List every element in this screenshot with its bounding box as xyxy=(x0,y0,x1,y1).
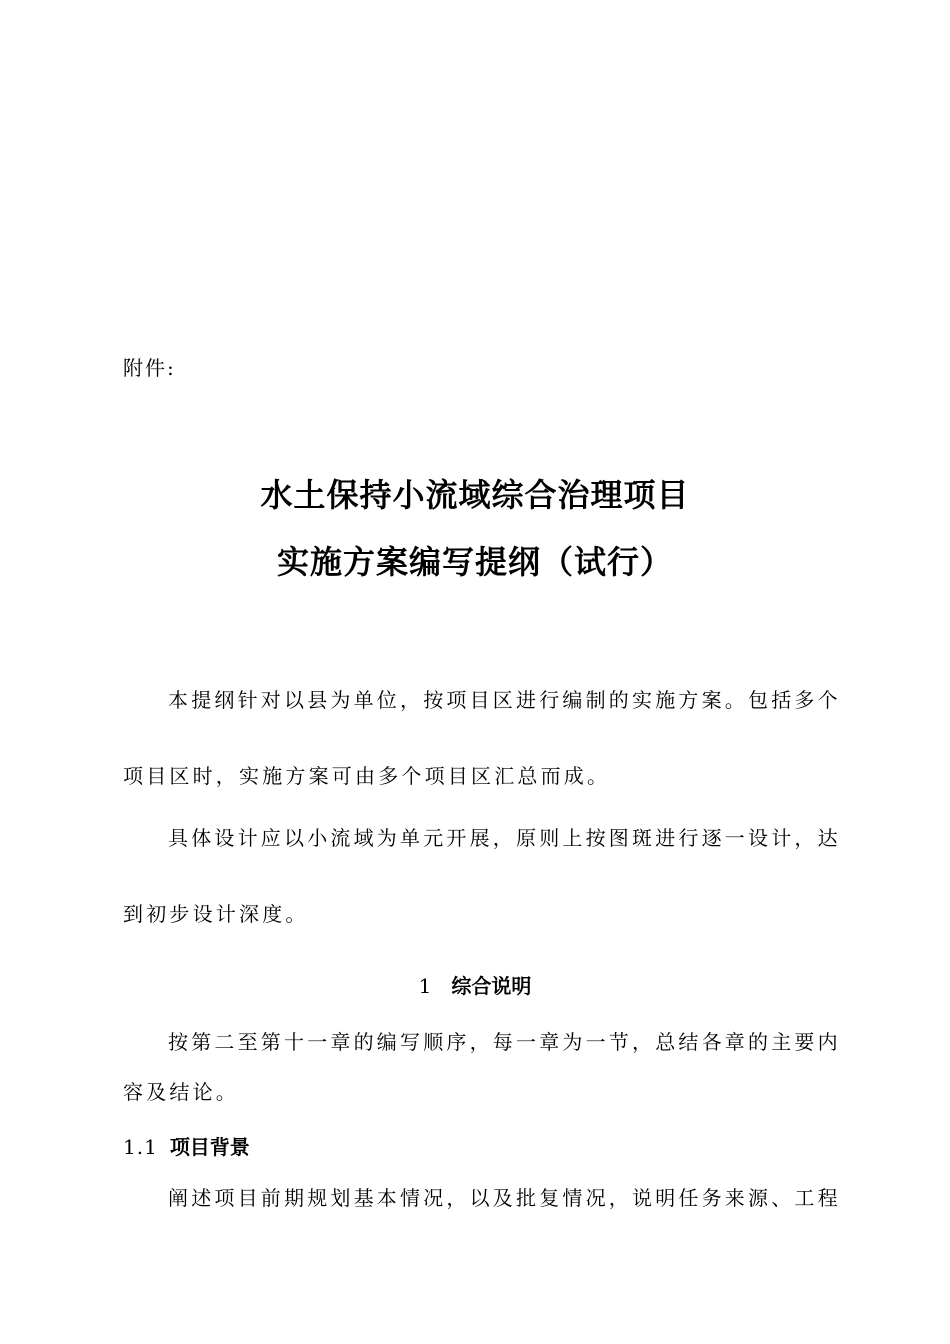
subsection-1-1-title: 项目背景 xyxy=(169,1135,250,1159)
section-1-title: 综合说明 xyxy=(451,974,532,998)
subsection-1-1-number: 1.1 xyxy=(123,1135,158,1159)
subsection-1-1-heading xyxy=(123,1131,250,1160)
document-title-line-1: 水土保持小流域综合治理项目 xyxy=(260,476,690,514)
document-title-line-2: 实施方案编写提纲（试行） xyxy=(276,543,673,581)
section-1-number: 1 xyxy=(418,974,432,998)
section-1-paragraph-line-1: 按第二至第十一章的编写顺序，每一章为一节，总结各章的主要内 xyxy=(168,1030,841,1054)
section-1-paragraph-line-2: 容及结论。 xyxy=(123,1080,239,1104)
intro-paragraph-1-line-1: 本提纲针对以县为单位，按项目区进行编制的实施方案。包括多个 xyxy=(168,688,841,712)
attachment-label: 附件: xyxy=(123,356,176,380)
subsection-1-1-paragraph-line-1: 阐述项目前期规划基本情况，以及批复情况，说明任务来源、工程 xyxy=(168,1186,841,1210)
intro-paragraph-2-line-2: 到初步设计深度。 xyxy=(123,902,309,926)
intro-paragraph-1-line-2: 项目区时，实施方案可由多个项目区汇总而成。 xyxy=(123,764,611,788)
intro-paragraph-2-line-1: 具体设计应以小流域为单元开展，原则上按图斑进行逐一设计，达 xyxy=(168,826,841,850)
section-1-heading xyxy=(0,970,950,999)
